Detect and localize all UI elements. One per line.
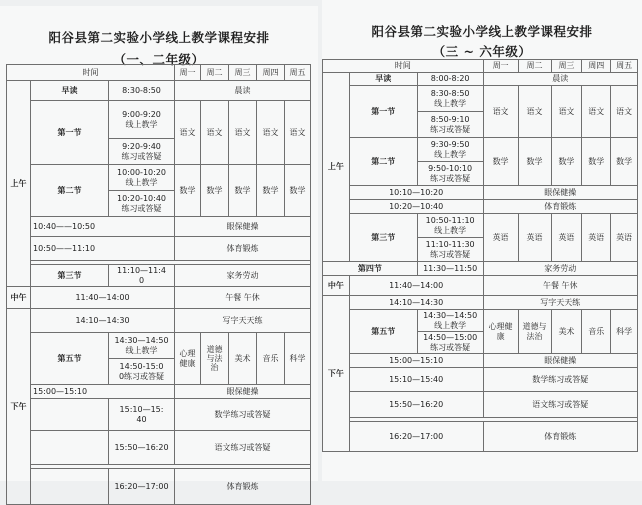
time-text: 11:10-11:30 <box>425 240 475 250</box>
time-note: 练习或答疑 <box>121 203 162 213</box>
activity-cell: 数学练习或答疑 <box>483 368 637 392</box>
subject-cell: 语文 <box>483 86 518 138</box>
activity-cell: 眼保健操 <box>483 186 637 200</box>
row-pe <box>7 469 311 505</box>
subject-cell: 语文 <box>551 86 582 138</box>
time-cell <box>109 333 175 359</box>
header-time: 时间 <box>323 60 484 73</box>
time-text: 14:50-15:0 <box>119 362 164 372</box>
row-eye-exercise <box>7 385 311 399</box>
activity-cell: 写字天天练 <box>175 309 311 333</box>
activity-cell: 家务劳动 <box>483 262 637 276</box>
row-math-practice <box>323 368 638 392</box>
activity-cell: 家务劳动 <box>175 265 311 287</box>
section-label-noon: 中午 <box>7 287 31 309</box>
header-day: 周四 <box>582 60 611 73</box>
time-note: 练习或答疑 <box>430 173 471 183</box>
subject-cell: 美术 <box>229 333 257 385</box>
time-text: 14:30—14:50 <box>423 311 478 321</box>
time-cell <box>417 310 483 332</box>
time-cell: 14:10—14:30 <box>31 309 175 333</box>
activity-cell: 晨读 <box>175 81 311 101</box>
subject-cell: 数学 <box>285 165 311 217</box>
subject-cell: 语文 <box>285 101 311 165</box>
header-day: 周四 <box>257 65 285 81</box>
activity-cell: 体育锻炼 <box>483 422 637 452</box>
subject-cell: 数学 <box>201 165 229 217</box>
time-cell: 16:20—17:00 <box>349 422 483 452</box>
subject-cell: 心理健康 <box>175 333 201 385</box>
row-zaodu <box>323 73 638 86</box>
time-text: 8:50-9:10 <box>430 115 470 125</box>
row-period-5a <box>323 310 638 332</box>
subject-cell: 语文 <box>257 101 285 165</box>
time-note: 线上教学 <box>125 119 158 129</box>
time-cell: 15:50—16:20 <box>349 392 483 418</box>
subject-cell: 数学 <box>611 138 638 186</box>
time-cell: 10:10—10:20 <box>349 186 483 200</box>
row-chinese-practice <box>7 431 311 465</box>
time-cell: 11:40—14:00 <box>349 276 483 296</box>
subject-cell: 数学 <box>582 138 611 186</box>
row-period-3 <box>7 265 311 287</box>
activity-cell: 眼保健操 <box>483 354 637 368</box>
row-period-3a <box>323 214 638 238</box>
time-cell: 11:30—11:50 <box>417 262 483 276</box>
header-row <box>323 60 638 73</box>
row-zaodu <box>7 81 311 101</box>
time-cell <box>109 359 175 385</box>
time-note: 练习或答疑 <box>430 342 471 352</box>
header-day: 周一 <box>175 65 201 81</box>
header-day: 周一 <box>483 60 518 73</box>
subject-cell: 数学 <box>518 138 551 186</box>
section-label-afternoon: 下午 <box>7 309 31 505</box>
time-cell: 14:10—14:30 <box>349 296 483 310</box>
period-name: 第三节 <box>349 214 417 262</box>
activity-cell: 晨读 <box>483 73 637 86</box>
activity-cell: 体育锻炼 <box>483 200 637 214</box>
schedule-table <box>322 59 638 452</box>
row-chinese-practice <box>323 392 638 418</box>
subject-cell: 语文 <box>201 101 229 165</box>
time-cell: 8:30-8:50 <box>109 81 175 101</box>
time-cell: 10:40——10:50 <box>31 217 175 237</box>
activity-cell: 眼保健操 <box>175 385 311 399</box>
sheet-subtitle: （三 ~ 六年级） <box>432 44 532 59</box>
subject-cell: 道德与法治 <box>518 310 551 354</box>
time-text: 15:10—15: <box>119 405 164 415</box>
time-cell: 15:00—15:10 <box>31 385 175 399</box>
time-note: 线上教学 <box>434 149 467 159</box>
time-cell <box>417 86 483 112</box>
row-pe <box>323 200 638 214</box>
time-note: 线上教学 <box>434 225 467 235</box>
period-name: 早读 <box>349 73 417 86</box>
time-cell: 15:50—16:20 <box>109 431 175 465</box>
blank-cell <box>31 399 109 431</box>
subject-cell: 语文 <box>518 86 551 138</box>
time-text: 0 <box>138 275 145 285</box>
header-day: 周二 <box>201 65 229 81</box>
subject-cell: 美术 <box>551 310 582 354</box>
section-label-morning: 上午 <box>323 73 350 262</box>
time-cell <box>417 214 483 238</box>
subject-cell: 音乐 <box>257 333 285 385</box>
row-noon <box>323 276 638 296</box>
activity-cell: 体育锻炼 <box>175 237 311 261</box>
subject-cell: 英语 <box>611 214 638 262</box>
activity-cell: 体育锻炼 <box>175 469 311 505</box>
row-eye-exercise <box>323 186 638 200</box>
time-cell: 8:00-8:20 <box>417 73 483 86</box>
period-name: 第二节 <box>31 165 109 217</box>
period-name: 早读 <box>31 81 109 101</box>
activity-cell: 午餐 午休 <box>483 276 637 296</box>
header-row <box>7 65 311 81</box>
row-period-2a <box>7 165 311 191</box>
header-day: 周三 <box>551 60 582 73</box>
time-text: 10:00-10:20 <box>117 168 166 178</box>
time-text: 10:20-10:40 <box>117 194 166 204</box>
section-label-afternoon: 下午 <box>323 296 350 452</box>
subject-cell: 科学 <box>285 333 311 385</box>
time-note: 线上教学 <box>434 98 467 108</box>
subject-cell: 道德与法治 <box>201 333 229 385</box>
time-cell <box>109 265 175 287</box>
period-name: 第五节 <box>31 333 109 385</box>
time-cell: 15:10—15:40 <box>349 368 483 392</box>
activity-cell: 午餐 午休 <box>175 287 311 309</box>
time-note: 线上教学 <box>125 345 158 355</box>
subject-cell: 音乐 <box>582 310 611 354</box>
row-writing <box>323 296 638 310</box>
subject-cell: 英语 <box>483 214 518 262</box>
time-text: 11:10—11:4 <box>116 266 167 276</box>
time-note: 练习或答疑 <box>121 151 162 161</box>
row-pe <box>323 422 638 452</box>
activity-cell: 眼保健操 <box>175 217 311 237</box>
subject-cell: 英语 <box>582 214 611 262</box>
time-cell <box>109 191 175 217</box>
subject-cell: 语文 <box>582 86 611 138</box>
time-cell <box>417 162 483 186</box>
time-cell <box>417 138 483 162</box>
section-label-noon: 中午 <box>323 276 350 296</box>
time-cell: 15:00—15:10 <box>349 354 483 368</box>
subject-cell: 数学 <box>483 138 518 186</box>
blank-cell <box>31 469 109 505</box>
period-name: 第三节 <box>31 265 109 287</box>
time-text: 10:50-11:10 <box>425 216 475 226</box>
row-pe <box>7 237 311 261</box>
header-day: 周五 <box>285 65 311 81</box>
subject-cell: 数学 <box>551 138 582 186</box>
time-cell <box>417 238 483 262</box>
row-noon <box>7 287 311 309</box>
schedule-sheet-grades-3-6 <box>322 0 642 481</box>
header-day: 周二 <box>518 60 551 73</box>
subject-cell: 语文 <box>175 101 201 165</box>
section-label-morning: 上午 <box>7 81 31 287</box>
period-name: 第一节 <box>349 86 417 138</box>
subject-cell: 语文 <box>229 101 257 165</box>
time-note: 线上教学 <box>434 320 467 330</box>
blank-cell <box>31 431 109 465</box>
header-time: 时间 <box>7 65 175 81</box>
row-period-1a <box>323 86 638 112</box>
time-note: 练习或答疑 <box>430 124 471 134</box>
time-note: 练习或答疑 <box>430 249 471 259</box>
row-period-4 <box>323 262 638 276</box>
subject-cell: 数学 <box>257 165 285 217</box>
time-note: 线上教学 <box>125 177 158 187</box>
row-period-2a <box>323 138 638 162</box>
time-cell: 10:50——11:10 <box>31 237 175 261</box>
activity-cell: 语文练习或答疑 <box>175 431 311 465</box>
time-text: 40 <box>136 414 147 424</box>
time-cell <box>109 165 175 191</box>
schedule-table <box>6 64 311 505</box>
time-cell: 11:40—14:00 <box>31 287 175 309</box>
period-name: 第五节 <box>349 310 417 354</box>
time-cell <box>417 332 483 354</box>
time-text: 9:00-9:20 <box>122 110 161 120</box>
time-cell: 16:20—17:00 <box>109 469 175 505</box>
time-cell <box>109 139 175 165</box>
activity-cell: 语文练习或答疑 <box>483 392 637 418</box>
sheet-subtitle: （一、二年级） <box>113 52 205 67</box>
time-text: 9:50-10:10 <box>428 164 473 174</box>
row-math-practice <box>7 399 311 431</box>
schedule-sheet-grades-1-2 <box>0 6 318 491</box>
time-note: 0练习或答疑 <box>118 371 165 381</box>
row-period-5a <box>7 333 311 359</box>
time-cell <box>109 399 175 431</box>
row-eye-exercise <box>323 354 638 368</box>
sheet-title: 阳谷县第二实验小学线上教学课程安排 <box>371 24 593 39</box>
subject-cell: 科学 <box>611 310 638 354</box>
time-cell <box>417 112 483 138</box>
time-text: 9:30-9:50 <box>430 140 470 150</box>
subject-cell: 英语 <box>518 214 551 262</box>
row-eye-exercise <box>7 217 311 237</box>
time-text: 14:30—14:50 <box>114 336 169 346</box>
activity-cell: 数学练习或答疑 <box>175 399 311 431</box>
subject-cell: 数学 <box>175 165 201 217</box>
row-writing <box>7 309 311 333</box>
time-cell: 10:20—10:40 <box>349 200 483 214</box>
period-name: 第二节 <box>349 138 417 186</box>
sheet-title: 阳谷县第二实验小学线上教学课程安排 <box>48 30 270 45</box>
period-name: 第四节 <box>323 262 418 276</box>
time-text: 14:50—15:00 <box>423 333 478 343</box>
header-day: 周三 <box>229 65 257 81</box>
activity-cell: 写字天天练 <box>483 296 637 310</box>
subject-cell: 心理健康 <box>483 310 518 354</box>
period-name: 第一节 <box>31 101 109 165</box>
row-period-1a <box>7 101 311 139</box>
time-cell <box>109 101 175 139</box>
header-day: 周五 <box>611 60 638 73</box>
time-text: 8:30-8:50 <box>430 89 470 99</box>
subject-cell: 英语 <box>551 214 582 262</box>
time-text: 9:20-9:40 <box>122 142 161 152</box>
subject-cell: 数学 <box>229 165 257 217</box>
subject-cell: 语文 <box>611 86 638 138</box>
